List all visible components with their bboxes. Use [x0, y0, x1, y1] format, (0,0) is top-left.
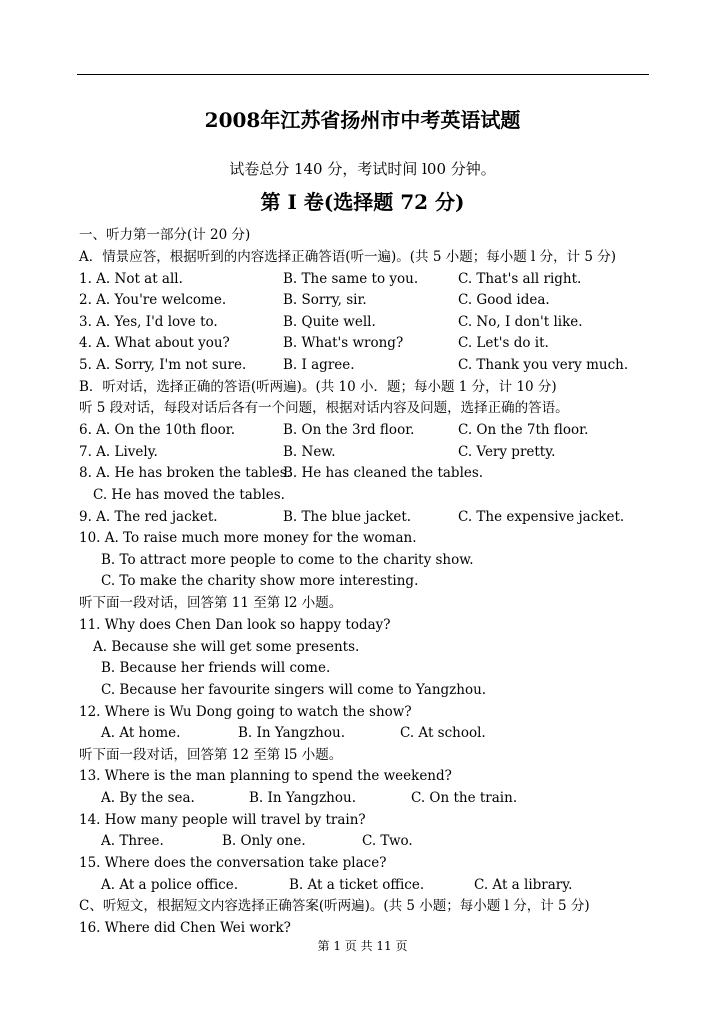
- q15-option-c: C. At a library.: [474, 877, 573, 893]
- q2-option-b: B. Sorry, sir.: [283, 292, 367, 308]
- q4-option-b: B. What's wrong?: [283, 335, 404, 351]
- q15-option-b: B. At a ticket office.: [289, 877, 425, 893]
- q12-stem: 12. Where is Wu Dong going to watch the show?: [79, 704, 412, 720]
- q13-option-c: C. On the train.: [411, 790, 518, 806]
- q11-option-b: B. Because her friends will come.: [101, 660, 331, 676]
- q11-option-a: A. Because she will get some presents.: [93, 639, 360, 655]
- part-b-instructions: B．听对话，选择正确的答语(听两遍)。(共 10 小．题；每小题 1 分，计 10 分): [79, 379, 557, 395]
- q6-option-c: C. On the 7th floor.: [458, 422, 589, 438]
- q15-option-a: A. At a police office.: [101, 877, 239, 893]
- q14-stem: 14. How many people will travel by train?: [79, 812, 366, 828]
- q2-option-a: 2. A. You're welcome.: [79, 292, 227, 308]
- q2-option-c: C. Good idea.: [458, 292, 550, 308]
- q9-option-b: B. The blue jacket.: [283, 509, 412, 525]
- q1-option-a: 1. A. Not at all.: [79, 271, 183, 287]
- part-a-instructions: A．情景应答，根据听到的内容选择正确答语(听一遍)。(共 5 小题；每小题 l 分，计 5 分): [79, 249, 617, 265]
- q1-option-c: C. That's all right.: [458, 271, 582, 287]
- q6-option-a: 6. A. On the 10th floor.: [79, 422, 236, 438]
- q5-option-b: B. I agree.: [283, 357, 355, 373]
- part-c-instructions: C、听短文，根据短文内容选择正确答案(听两遍)。(共 5 小题；每小题 l 分，计 5 分): [79, 898, 590, 914]
- q12-option-a: A. At home.: [101, 725, 181, 741]
- q8-option-a: 8. A. He has broken the tables.: [79, 465, 291, 481]
- q7-option-c: C. Very pretty.: [458, 444, 556, 460]
- q13-option-b: B. In Yangzhou.: [249, 790, 356, 806]
- q7-option-b: B. New.: [283, 444, 336, 460]
- q6-option-b: B. On the 3rd floor.: [283, 422, 415, 438]
- q15-stem: 15. Where does the conversation take place?: [79, 855, 387, 871]
- exam-title: 2008年江苏省扬州市中考英语试题: [204, 108, 521, 132]
- section-heading: 一、听力第一部分(计 20 分): [79, 227, 251, 243]
- q13-option-a: A. By the sea.: [101, 790, 195, 806]
- q4-option-c: C. Let's do it.: [458, 335, 549, 351]
- q5-option-a: 5. A. Sorry, I'm not sure.: [79, 357, 247, 373]
- q4-option-a: 4. A. What about you?: [79, 335, 230, 351]
- q5-option-c: C. Thank you very much.: [458, 357, 629, 373]
- q3-option-a: 3. A. Yes, I'd love to.: [79, 314, 218, 330]
- q12-option-c: C. At school.: [400, 725, 486, 741]
- header-rule: [77, 74, 649, 75]
- part-one-title: 第 I 卷(选择题 72 分): [260, 190, 465, 214]
- q14-option-b: B. Only one.: [222, 833, 306, 849]
- q13-stem: 13. Where is the man planning to spend the weekend?: [79, 768, 452, 784]
- page-footer: 第 1 页 共 11 页: [317, 939, 408, 953]
- q10-option-a: 10. A. To raise much more money for the woman.: [79, 530, 417, 546]
- q1-option-b: B. The same to you.: [283, 271, 419, 287]
- q8-option-c: C. He has moved the tables.: [93, 487, 285, 503]
- q14-option-c: C. Two.: [362, 833, 413, 849]
- q3-option-b: B. Quite well.: [283, 314, 376, 330]
- q9-option-c: C. The expensive jacket.: [458, 509, 625, 525]
- q11-option-c: C. Because her favourite singers will come to Yangzhou.: [101, 682, 487, 698]
- q16-stem: 16. Where did Chen Wei work?: [79, 920, 291, 936]
- q7-option-a: 7. A. Lively.: [79, 444, 158, 460]
- part-b-note: 听 5 段对话，每段对话后各有一个问题，根据对话内容及问题，选择正确的答语。: [79, 400, 569, 416]
- q10-option-b: B. To attract more people to come to the charity show.: [101, 552, 474, 568]
- q9-option-a: 9. A. The red jacket.: [79, 509, 218, 525]
- q3-option-c: C. No, I don't like.: [458, 314, 583, 330]
- q11-stem: 11. Why does Chen Dan look so happy today?: [79, 617, 391, 633]
- note-q11-q12: 听下面一段对话，回答第 11 至第 l2 小题。: [79, 595, 343, 611]
- q12-option-b: B. In Yangzhou.: [238, 725, 345, 741]
- q8-option-b: B. He has cleaned the tables.: [283, 465, 484, 481]
- note-q13-q15: 听下面一段对话，回答第 12 至第 l5 小题。: [79, 747, 343, 763]
- exam-subtitle: 试卷总分 140 分，考试时间 l00 分钟。: [229, 160, 496, 178]
- q14-option-a: A. Three.: [101, 833, 164, 849]
- q10-option-c: C. To make the charity show more interesting.: [101, 573, 419, 589]
